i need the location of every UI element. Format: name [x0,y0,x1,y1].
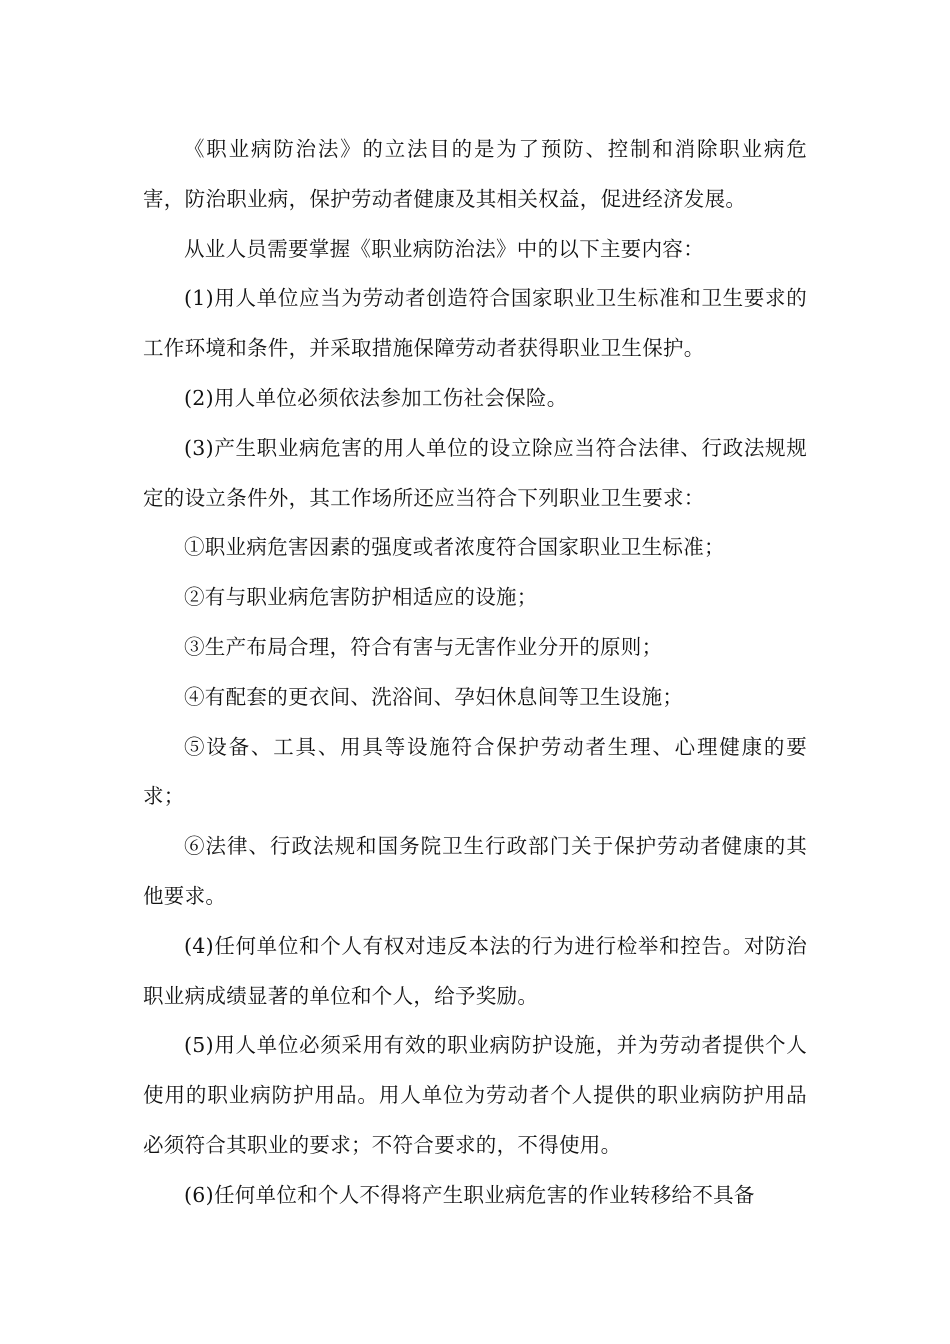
document-body [143,125,807,1221]
paragraph-purpose: 《职业病防治法》的立法目的是为了预防、控制和消除职业病危害，防治职业病，保护劳动者健康及其相关权益，促进经济发展。 [143,137,807,211]
paragraph-item-5: (5)用人单位必须采用有效的职业病防护设施，并为劳动者提供个人使用的职业病防护用品。用人单位为劳动者个人提供的职业病防护用品必须符合其职业的要求；不符合要求的，不得使用。 [143,1033,807,1157]
paragraph-item-2: (2)用人单位必须依法参加工伤社会保险。 [184,385,568,410]
paragraph-subitem-1: ①职业病危害因素的强度或者浓度符合国家职业卫生标准； [184,535,725,560]
paragraph-item-1: (1)用人单位应当为劳动者创造符合国家职业卫生标准和卫生要求的工作环境和条件，并采取措施保障劳动者获得职业卫生保护。 [143,286,807,361]
paragraph-subitem-6: ⑥法律、行政法规和国务院卫生行政部门关于保护劳动者健康的其他要求。 [143,834,807,908]
paragraph-subitem-5: ⑤设备、工具、用具等设施符合保护劳动者生理、心理健康的要求； [143,734,807,809]
paragraph-subitem-3: ③生产布局合理，符合有害与无害作业分开的原则； [184,634,663,659]
paragraph-subitem-2: ②有与职业病危害防护相适应的设施； [184,585,538,610]
paragraph-intro: 从业人员需要掌握《职业病防治法》中的以下主要内容： [184,236,704,261]
paragraph-item-4: (4)任何单位和个人有权对违反本法的行为进行检举和控告。对防治职业病成绩显著的单位和个人，给予奖励。 [143,933,807,1008]
paragraph-item-3: (3)产生职业病危害的用人单位的设立除应当符合法律、行政法规规定的设立条件外，其工作场所还应当符合下列职业卫生要求： [143,435,807,510]
paragraph-subitem-4: ④有配套的更衣间、洗浴间、孕妇休息间等卫生设施； [184,684,684,709]
paragraph-item-6: (6)任何单位和个人不得将产生职业病危害的作业转移给不具备 [184,1182,755,1207]
